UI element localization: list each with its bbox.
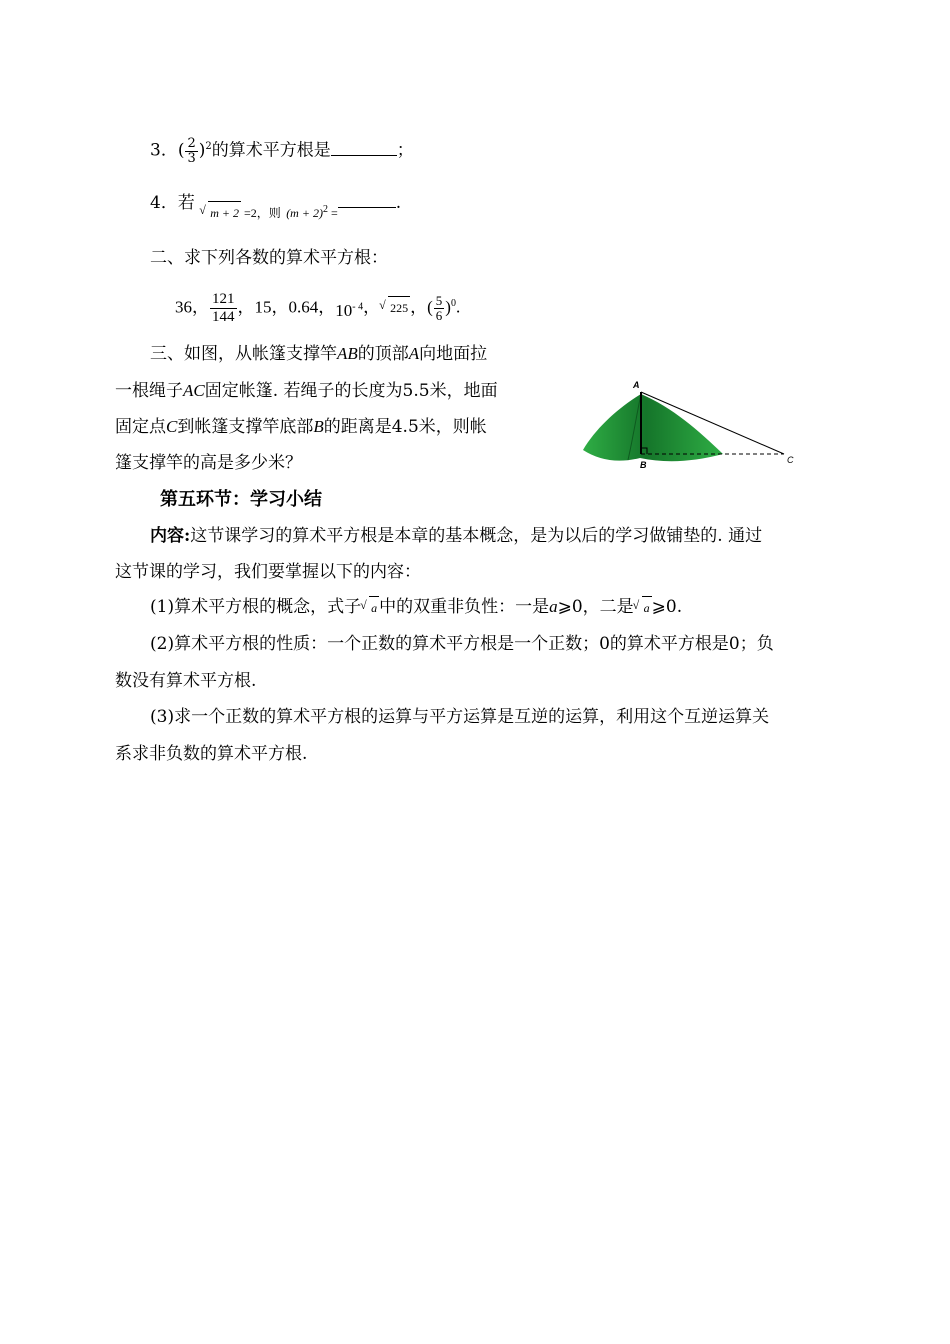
text: 固定点 bbox=[115, 417, 166, 437]
exponent: 2 bbox=[205, 141, 212, 152]
fraction-numerator: 5 bbox=[435, 293, 443, 308]
summary-label: 内容: bbox=[150, 526, 191, 546]
label-b: B bbox=[640, 460, 647, 470]
radicand: √ m + 2 bbox=[208, 201, 241, 224]
radicand: √ a bbox=[642, 596, 652, 619]
item-text: ， bbox=[363, 297, 381, 317]
tent-body bbox=[583, 394, 723, 461]
equation-text: =2，则 bbox=[244, 206, 281, 220]
fraction bbox=[185, 137, 197, 166]
fraction bbox=[210, 291, 237, 326]
variable: C bbox=[166, 417, 178, 436]
fraction-numerator: 2 bbox=[187, 135, 196, 151]
radicand: √ a bbox=[369, 596, 379, 619]
text: 三、如图，从帐篷支撑竿 bbox=[150, 344, 337, 364]
expression: (m + 2) bbox=[286, 206, 323, 220]
radicand: √ 225 bbox=[388, 296, 410, 319]
section-3-line-4: 篷支撑竿的高是多少米？ bbox=[115, 453, 302, 473]
fraction-numerator: 121 bbox=[212, 291, 235, 307]
section-2-items: 36， $\frac{121}{144}$ ，15，0.64，$10^{- 4}$，√ 225 ，( $\frac{5}{6}$ )$^0$. bbox=[175, 291, 460, 326]
section-3-line-1 bbox=[150, 343, 487, 365]
variable: AC bbox=[183, 381, 205, 400]
fraction-denominator: 3 bbox=[187, 150, 196, 166]
text: 固定帐篷. 若绳子的长度为5.5米，地面 bbox=[204, 381, 498, 401]
square-expression bbox=[286, 206, 338, 220]
punctuation: ； bbox=[396, 140, 414, 161]
fraction bbox=[434, 294, 445, 323]
summary-point-2-b: 数没有算术平方根. bbox=[115, 671, 257, 691]
summary-line-2: 这节课的学习，我们要掌握以下的内容： bbox=[115, 562, 421, 582]
item-text: 36， bbox=[175, 297, 209, 317]
power-expression bbox=[335, 301, 363, 320]
item-text: ，15，0.64， bbox=[237, 297, 336, 317]
question-4 bbox=[150, 190, 402, 220]
text: 一根绳子 bbox=[115, 381, 183, 401]
tent-figure bbox=[578, 378, 808, 474]
text: 的顶部 bbox=[357, 344, 409, 364]
label-a: A bbox=[633, 380, 640, 390]
variable: B bbox=[313, 417, 324, 436]
variable: AB bbox=[337, 344, 358, 363]
question-number: 4．若 bbox=[150, 193, 195, 213]
variable: A bbox=[408, 344, 420, 363]
variable: a bbox=[549, 597, 558, 616]
equals: = bbox=[330, 206, 338, 220]
exponent: 2 bbox=[322, 204, 328, 215]
punctuation: . bbox=[455, 297, 461, 317]
question-text: 的算术平方根是 bbox=[211, 140, 331, 161]
text: 中的双重非负性：一是 bbox=[379, 597, 550, 617]
section-5-title: 第五环节：学习小结 bbox=[160, 489, 322, 510]
text: 向地面拉 bbox=[419, 344, 488, 364]
summary-point-3-a: (3)求一个正数的算术平方根的运算与平方运算是互逆的运算，利用这个互逆运算关 bbox=[150, 707, 770, 727]
sqrt-expression bbox=[200, 206, 281, 220]
question-number: 3． bbox=[150, 140, 178, 161]
answer-blank[interactable] bbox=[338, 193, 396, 208]
power-base: 10 bbox=[335, 301, 353, 321]
text: ⩾0. bbox=[651, 597, 683, 617]
item-text: ， bbox=[410, 297, 428, 317]
section-3-line-2 bbox=[115, 380, 498, 402]
text: 的距离是4.5米，则帐 bbox=[323, 417, 487, 437]
question-3: 3．( $\frac{2}{3}$ )$^2$的算术平方根是 ； bbox=[150, 135, 414, 166]
summary-point-3-b: 系求非负数的算术平方根. bbox=[115, 744, 308, 764]
summary-line-1 bbox=[150, 525, 762, 547]
summary-point-1 bbox=[150, 596, 682, 619]
punctuation: . bbox=[395, 193, 402, 213]
section-2-title: 二、求下列各数的算术平方根： bbox=[150, 248, 388, 268]
text: (1)算术平方根的概念，式子 bbox=[150, 597, 362, 617]
fraction-denominator: 144 bbox=[212, 309, 235, 325]
fraction-denominator: 6 bbox=[435, 308, 443, 323]
section-3-line-3 bbox=[115, 416, 487, 438]
text: 这节课学习的算术平方根是本章的基本概念，是为以后的学习做铺垫的. 通过 bbox=[190, 526, 763, 546]
label-c: C bbox=[787, 455, 794, 465]
text: 到帐篷支撑竿底部 bbox=[177, 417, 314, 437]
summary-point-2-a: (2)算术平方根的性质：一个正数的算术平方根是一个正数；0的算术平方根是0；负 bbox=[150, 634, 774, 654]
exponent: - 4 bbox=[352, 301, 364, 313]
text: ⩾0，二是 bbox=[557, 597, 634, 617]
exponent: 0 bbox=[450, 297, 456, 309]
answer-blank[interactable] bbox=[331, 141, 397, 156]
